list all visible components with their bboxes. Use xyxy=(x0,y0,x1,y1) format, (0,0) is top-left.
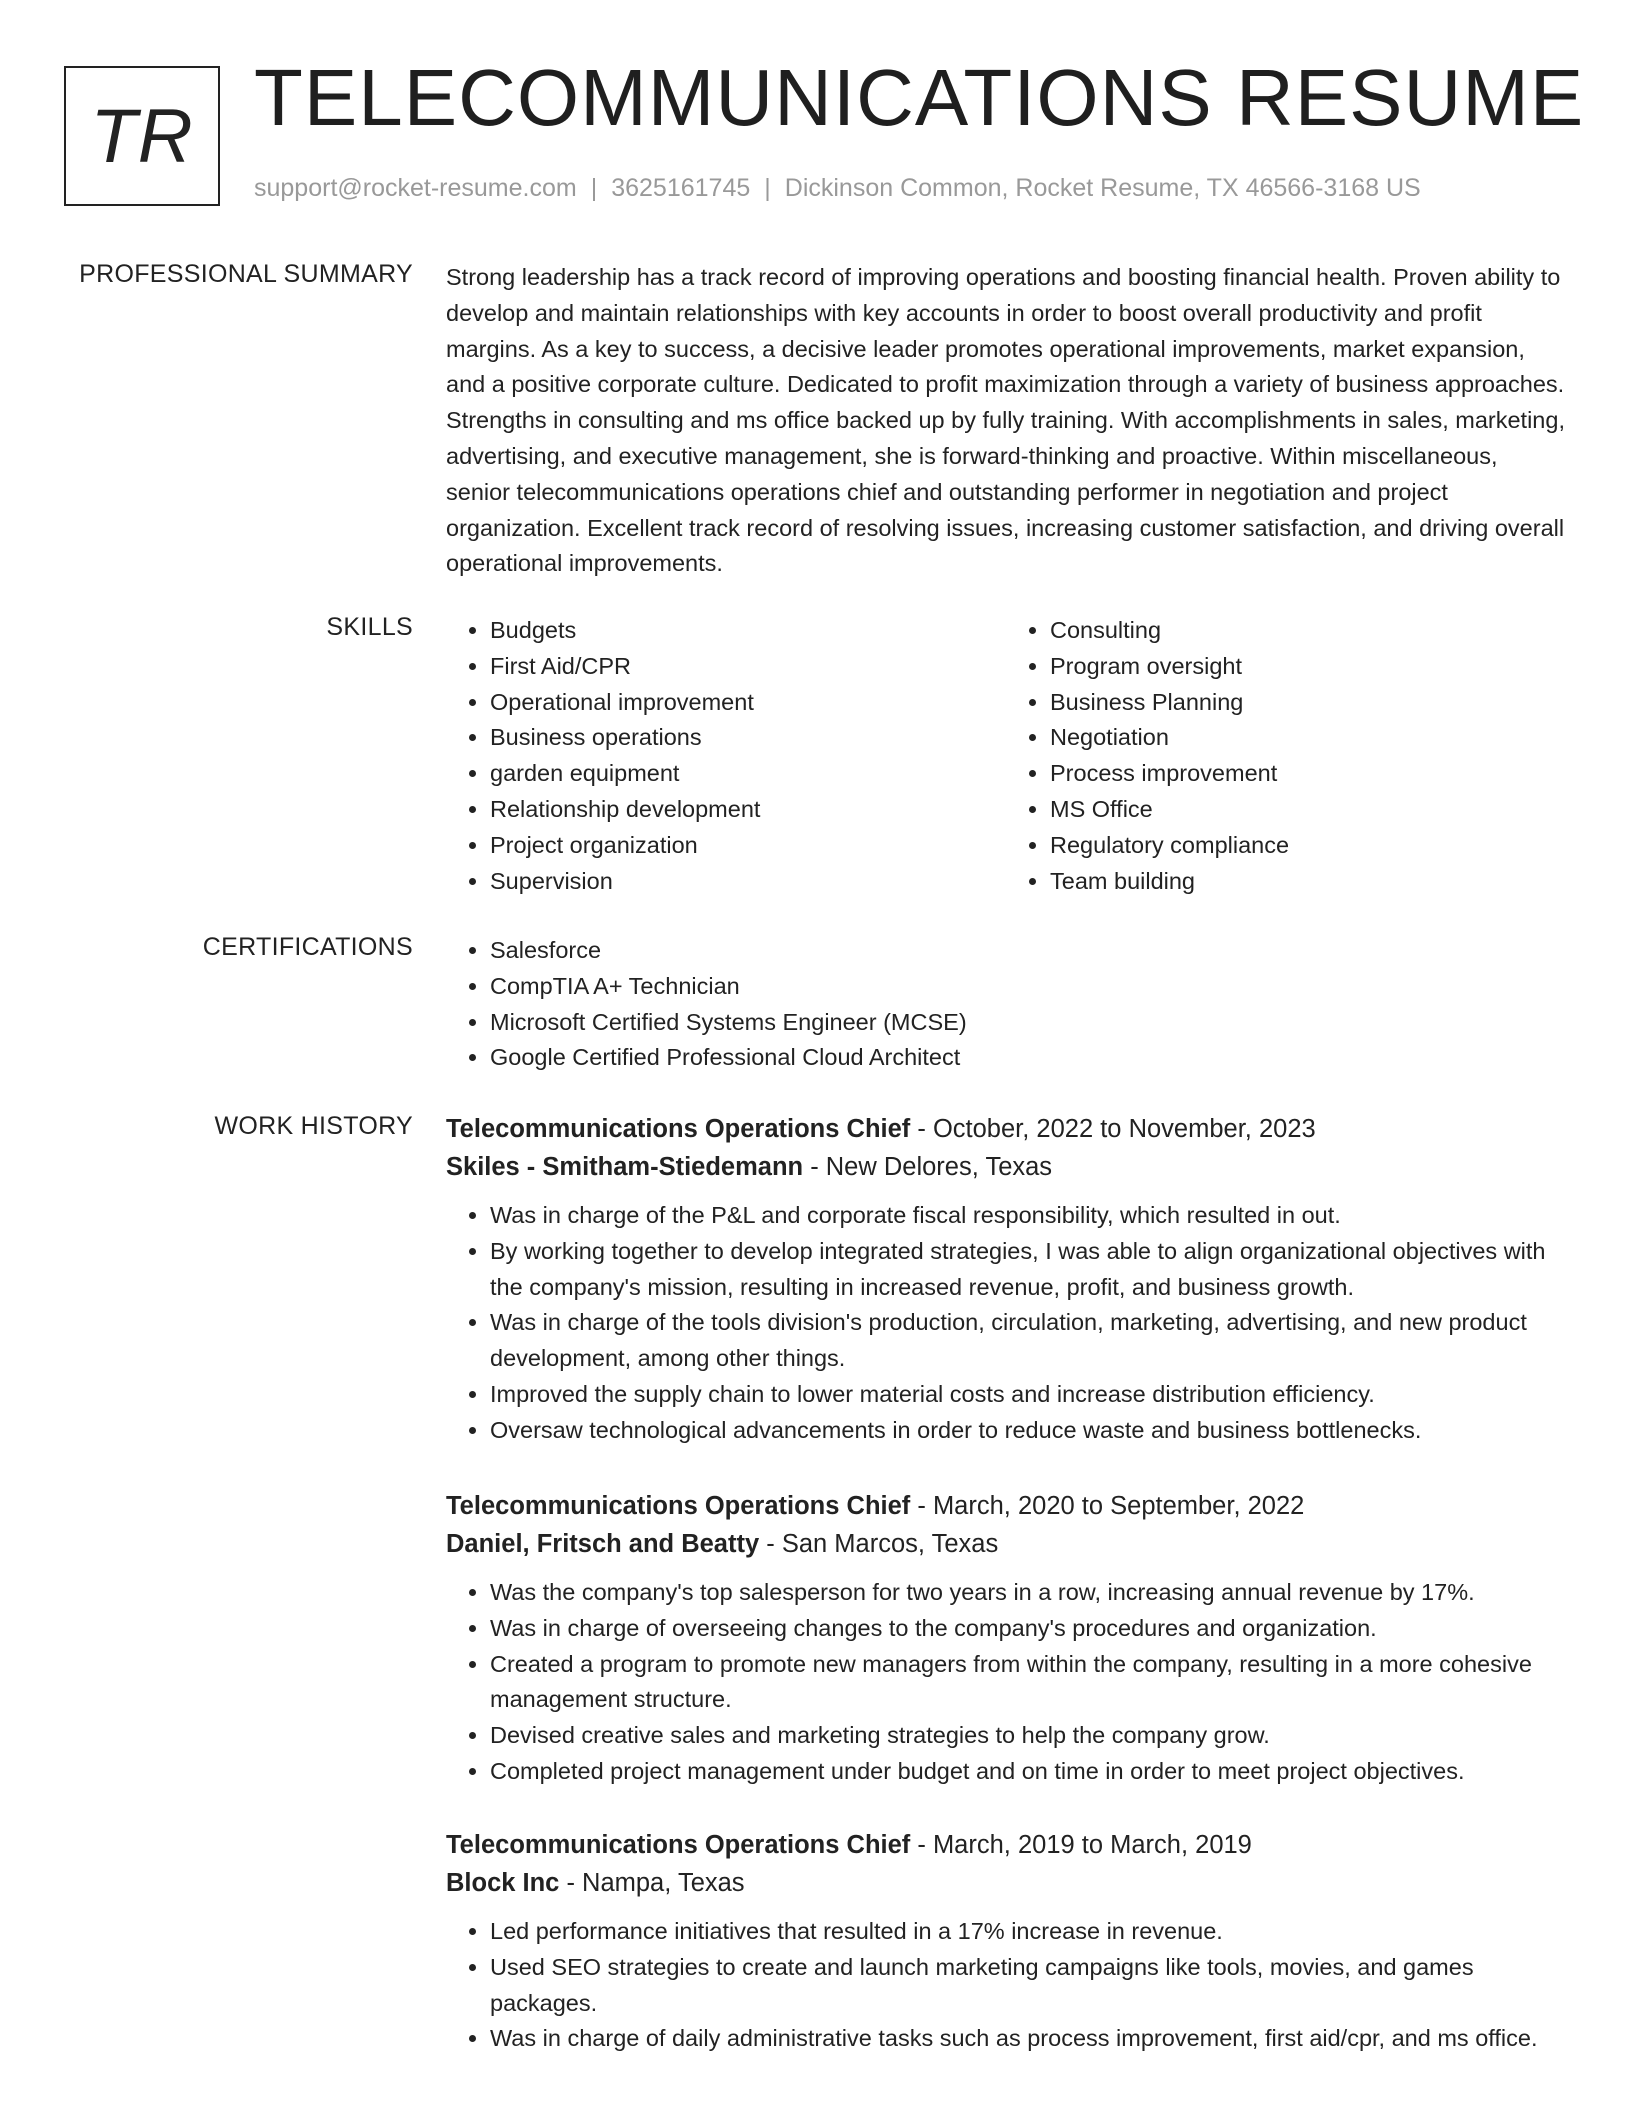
job-bullets xyxy=(446,1914,1566,2057)
job-bullet: • Was in charge of the P&L and corporate fiscal responsibility, which resulted in out. xyxy=(490,1198,1566,1234)
skill-item: • Process improvement xyxy=(1050,756,1566,792)
job-company-line xyxy=(446,1148,1566,1186)
certification-item: • Microsoft Certified Systems Engineer (MCSE) xyxy=(490,1005,1566,1041)
job-bullets xyxy=(446,1198,1566,1449)
address: Dickinson Common, Rocket Resume, TX 46566-3168 US xyxy=(784,174,1421,202)
job-company-line xyxy=(446,1525,1566,1563)
job-location: - Nampa, Texas xyxy=(559,1869,745,1897)
skill-item: • MS Office xyxy=(1050,792,1566,828)
skill-item: • Business Planning xyxy=(1050,685,1566,721)
skills-list-left xyxy=(446,613,1006,899)
certification-item: • Google Certified Professional Cloud Architect xyxy=(490,1040,1566,1076)
skill-item: • Operational improvement xyxy=(490,685,1006,721)
skills-section xyxy=(446,613,1566,899)
section-label-skills: SKILLS xyxy=(326,613,413,641)
skill-item: • Negotiation xyxy=(1050,720,1566,756)
job-bullet: • Was in charge of the tools division's production, circulation, marketing, advertising, and new product development, among other things. xyxy=(490,1305,1566,1377)
job-title-line xyxy=(446,1826,1566,1864)
job-company: Block Inc xyxy=(446,1869,560,1897)
certification-item: • CompTIA A+ Technician xyxy=(490,969,1566,1005)
job-bullet: • Improved the supply chain to lower material costs and increase distribution efficiency. xyxy=(490,1377,1566,1413)
job-entry xyxy=(446,1110,1566,1449)
skill-item: • Budgets xyxy=(490,613,1006,649)
job-location: - San Marcos, Texas xyxy=(759,1530,999,1558)
skill-item: • garden equipment xyxy=(490,756,1006,792)
certifications-list xyxy=(446,933,1566,1076)
skill-item: • Consulting xyxy=(1050,613,1566,649)
job-dates: - March, 2020 to September, 2022 xyxy=(910,1492,1305,1520)
job-title: Telecommunications Operations Chief xyxy=(446,1115,911,1143)
summary-text: Strong leadership has a track record of improving operations and boosting financial health. Proven ability to develop and maintain relationships with key accounts in order to boost overall productivity and profit margins. As a key to success, a decisive leader promotes operational improvements, market expansion, and a positive corporate culture. Dedicated to profit maximization through a variety of business approaches. Strengths in consulting and ms office backed up by fully training. With accomplishments in sales, marketing, advertising, and executive management, she is forward-thinking and proactive. Within miscellaneous, senior telecommunications operations chief and outstanding performer in negotiation and project organization. Excellent track record of resolving issues, increasing customer satisfaction, and driving overall operational improvements. xyxy=(446,264,1565,577)
summary-section xyxy=(446,260,1566,582)
job-bullet: • By working together to develop integrated strategies, I was able to align organizational objectives with the company's mission, resulting in increased revenue, profit, and business growth. xyxy=(490,1234,1566,1306)
job-company: Skiles - Smitham-Stiedemann xyxy=(446,1153,804,1181)
certification-item: • Salesforce xyxy=(490,933,1566,969)
email: support@rocket-resume.com xyxy=(254,174,577,202)
job-bullet: • Was in charge of daily administrative tasks such as process improvement, first aid/cpr, and ms office. xyxy=(490,2021,1566,2057)
job-title: Telecommunications Operations Chief xyxy=(446,1492,911,1520)
skills-list-right xyxy=(1006,613,1566,899)
job-title-line xyxy=(446,1487,1566,1525)
section-label-summary: PROFESSIONAL SUMMARY xyxy=(79,260,413,288)
job-bullets xyxy=(446,1575,1566,1790)
job-bullet: • Used SEO strategies to create and launch marketing campaigns like tools, movies, and games packages. xyxy=(490,1950,1566,2022)
skill-item: • Program oversight xyxy=(1050,649,1566,685)
skill-item: • Supervision xyxy=(490,864,1006,900)
section-label-certifications: CERTIFICATIONS xyxy=(202,933,413,961)
job-entry xyxy=(446,1826,1566,2057)
job-company-line xyxy=(446,1864,1566,1902)
contact-line xyxy=(254,174,1421,203)
resume-title: TELECOMMUNICATIONS RESUME xyxy=(254,53,1585,142)
job-bullet: • Created a program to promote new managers from within the company, resulting in a more cohesive management structure. xyxy=(490,1647,1566,1719)
job-bullet: • Completed project management under budget and on time in order to meet project objectives. xyxy=(490,1754,1566,1790)
job-title-line xyxy=(446,1110,1566,1148)
skill-item: • Project organization xyxy=(490,828,1006,864)
skill-item: • First Aid/CPR xyxy=(490,649,1006,685)
job-bullet: • Was the company's top salesperson for two years in a row, increasing annual revenue by 17%. xyxy=(490,1575,1566,1611)
job-bullet: • Was in charge of overseeing changes to the company's procedures and organization. xyxy=(490,1611,1566,1647)
job-bullet: • Led performance initiatives that resulted in a 17% increase in revenue. xyxy=(490,1914,1566,1950)
job-location: - New Delores, Texas xyxy=(803,1153,1053,1181)
certifications-section xyxy=(446,933,1566,1076)
job-bullet: • Devised creative sales and marketing strategies to help the company grow. xyxy=(490,1718,1566,1754)
job-bullet: • Oversaw technological advancements in order to reduce waste and business bottlenecks. xyxy=(490,1413,1566,1449)
skill-item: • Relationship development xyxy=(490,792,1006,828)
job-dates: - October, 2022 to November, 2023 xyxy=(910,1115,1316,1143)
job-dates: - March, 2019 to March, 2019 xyxy=(910,1831,1252,1859)
section-label-work-history: WORK HISTORY xyxy=(214,1112,413,1140)
job-company: Daniel, Fritsch and Beatty xyxy=(446,1530,760,1558)
separator: | xyxy=(590,174,598,202)
job-title: Telecommunications Operations Chief xyxy=(446,1831,911,1859)
job-entry xyxy=(446,1487,1566,1790)
separator: | xyxy=(764,174,771,202)
skill-item: • Team building xyxy=(1050,864,1566,900)
monogram-logo: TR xyxy=(64,66,220,206)
skill-item: • Business operations xyxy=(490,720,1006,756)
skill-item: • Regulatory compliance xyxy=(1050,828,1566,864)
phone: 3625161745 xyxy=(611,174,751,202)
